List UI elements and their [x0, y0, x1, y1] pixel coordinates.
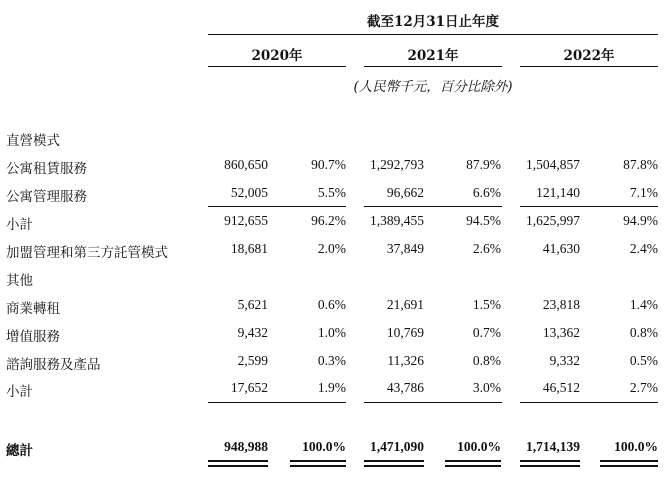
subtotal2-rule-2022 — [520, 402, 658, 403]
value-2020: 5,621 — [237, 297, 268, 312]
pct-2020: 2.0% — [317, 241, 346, 256]
row-label: 總計 — [6, 443, 33, 459]
pct-2020: 96.2% — [311, 213, 346, 228]
value-2022: 1,714,139 — [526, 439, 580, 454]
pct-2020: 0.6% — [317, 297, 346, 312]
value-2022: 9,332 — [549, 353, 580, 368]
total-double-rule-2022p-b — [600, 465, 658, 467]
total-double-rule-2021-a — [364, 460, 424, 462]
value-2021: 1,471,090 — [370, 439, 424, 454]
subtotal2-rule-2020 — [208, 402, 346, 403]
pct-2021: 0.8% — [472, 353, 501, 368]
pct-2021: 0.7% — [472, 325, 501, 340]
value-2021: 21,691 — [386, 297, 424, 312]
value-2020: 52,005 — [230, 185, 268, 200]
row-label: 加盟管理和第三方託管模式 — [6, 245, 168, 261]
row-label: 小計 — [6, 217, 33, 233]
value-2021: 43,786 — [386, 380, 424, 395]
value-2022: 41,630 — [542, 241, 580, 256]
pct-2022: 100.0% — [614, 439, 658, 454]
header-rule — [208, 34, 658, 35]
year-2020-header: 2020年 — [251, 48, 303, 64]
subtotal1-rule-2021 — [364, 206, 502, 207]
year-2022-rule — [520, 66, 658, 67]
pct-2021: 2.6% — [472, 241, 501, 256]
value-2022: 46,512 — [542, 380, 580, 395]
value-2021: 37,849 — [386, 241, 424, 256]
pct-2020: 100.0% — [302, 439, 346, 454]
value-2021: 11,326 — [387, 353, 424, 368]
pct-2022: 0.8% — [629, 325, 658, 340]
section-direct-title: 直營模式 — [6, 133, 60, 149]
pct-2020: 0.3% — [317, 353, 346, 368]
pct-2020: 1.0% — [317, 325, 346, 340]
row-label: 小計 — [6, 384, 33, 400]
total-double-rule-2021-b — [364, 465, 424, 467]
row-label: 公寓管理服務 — [6, 189, 87, 205]
pct-2021: 87.9% — [466, 157, 501, 172]
section-other-title: 其他 — [6, 273, 33, 289]
row-label: 公寓租賃服務 — [6, 161, 87, 177]
total-double-rule-2022p-a — [600, 460, 658, 462]
year-2021-header: 2021年 — [407, 48, 459, 64]
value-2021: 10,769 — [386, 325, 424, 340]
year-2021-rule — [364, 66, 502, 67]
year-2020-rule — [208, 66, 346, 67]
value-2022: 13,362 — [542, 325, 580, 340]
total-double-rule-2020p-b — [290, 465, 346, 467]
year-2022-header: 2022年 — [563, 48, 615, 64]
value-2022: 1,504,857 — [526, 157, 580, 172]
subtotal2-rule-2021 — [364, 402, 502, 403]
value-2020: 2,599 — [237, 353, 268, 368]
pct-2021: 3.0% — [472, 380, 501, 395]
pct-2020: 90.7% — [311, 157, 346, 172]
total-double-rule-2021p-a — [445, 460, 501, 462]
pct-2022: 94.9% — [623, 213, 658, 228]
total-double-rule-2022-a — [520, 460, 580, 462]
period-title: 截至12月31日止年度 — [366, 14, 500, 30]
pct-2021: 1.5% — [472, 297, 501, 312]
value-2021: 1,292,793 — [370, 157, 424, 172]
value-2021: 1,389,455 — [370, 213, 424, 228]
value-2020: 18,681 — [230, 241, 268, 256]
pct-2022: 7.1% — [629, 185, 658, 200]
total-double-rule-2022-b — [520, 465, 580, 467]
value-2020: 912,655 — [224, 213, 268, 228]
unit-note: (人民幣千元，百分比除外) — [353, 79, 513, 95]
pct-2022: 0.5% — [629, 353, 658, 368]
value-2020: 860,650 — [224, 157, 268, 172]
value-2022: 121,140 — [536, 185, 580, 200]
row-label: 增值服務 — [6, 329, 60, 345]
total-double-rule-2020p-a — [290, 460, 346, 462]
value-2022: 23,818 — [542, 297, 580, 312]
pct-2022: 2.4% — [629, 241, 658, 256]
total-double-rule-2020-b — [208, 465, 268, 467]
value-2020: 948,988 — [224, 439, 268, 454]
pct-2021: 6.6% — [472, 185, 501, 200]
total-double-rule-2020-a — [208, 460, 268, 462]
total-double-rule-2021p-b — [445, 465, 501, 467]
pct-2020: 5.5% — [317, 185, 346, 200]
value-2022: 1,625,997 — [526, 213, 580, 228]
row-label: 諮詢服務及產品 — [6, 357, 101, 373]
pct-2021: 100.0% — [457, 439, 501, 454]
pct-2020: 1.9% — [317, 380, 346, 395]
value-2020: 9,432 — [237, 325, 268, 340]
pct-2022: 87.8% — [623, 157, 658, 172]
pct-2021: 94.5% — [466, 213, 501, 228]
value-2020: 17,652 — [230, 380, 268, 395]
subtotal1-rule-2020 — [208, 206, 346, 207]
pct-2022: 1.4% — [629, 297, 658, 312]
row-label: 商業轉租 — [6, 301, 60, 317]
subtotal1-rule-2022 — [520, 206, 658, 207]
value-2021: 96,662 — [386, 185, 424, 200]
pct-2022: 2.7% — [629, 380, 658, 395]
